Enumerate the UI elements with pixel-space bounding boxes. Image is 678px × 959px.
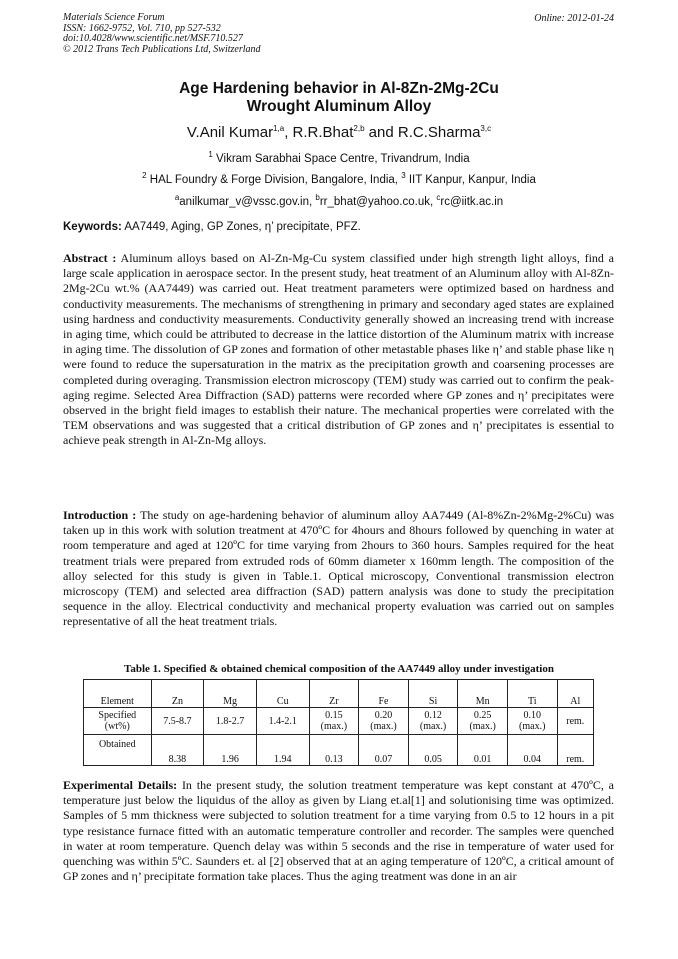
cell-value: 0.25 — [473, 710, 492, 721]
journal-issn: ISSN: 1662-9752, Vol. 710, pp 527-532 — [63, 22, 221, 34]
author-list — [0, 124, 678, 141]
email-link[interactable]: rr_bhat@yahoo.co.uk, — [319, 195, 434, 208]
table-cell: 0.13 — [309, 735, 359, 766]
affiliation-2-3 — [0, 171, 678, 186]
table-cell: 1.96 — [204, 735, 257, 766]
row-label-line: (wt%) — [104, 721, 130, 732]
cell-note: (max.) — [469, 721, 496, 732]
abstract-label: Abstract : — [63, 251, 117, 265]
cell-value: 0.12 — [424, 710, 442, 721]
cell-value: 1.4-2.1 — [268, 715, 297, 727]
aff-text: IIT Kanpur, Kanpur, India — [408, 173, 536, 186]
author-1: V.Anil Kumar — [186, 124, 274, 141]
experimental-text: In the present study, the solution treatment temperature was kept constant at 470ºC, a temperature just below the liquidus of the alloy as given by Liang et.al[1] and solutionising time was optimized. Samples of 5 mm thickness were subjected to solution treatment for a time varying from 0.5 to 12 hours in a pit type resistance furnace fitted with an automatic temperature controller and recorder. The samples were quenched in water at room temperature. Quench delay was within 5 seconds and the rise in temperature of water used for quenching was within 5ºC. Saunders et. al [2] observed that at an aging temperature of 120ºC, a critical amount of GP zones and η’ precipitate formation take places. Thus the aging treatment was done in an air — [63, 778, 614, 884]
table-cell — [309, 708, 359, 735]
table-header-cell: Mg — [204, 680, 257, 708]
table-header-cell: Element — [84, 680, 152, 708]
table-cell — [359, 708, 409, 735]
introduction-text: The study on age-hardening behavior of aluminum alloy AA7449 (Al-8%Zn-2%Mg-2%Cu) was taken up in this work with solution treatment at 470ºC for 4hours and 8hours followed by quenching in water at room temperature and aged at 120ºC for time varying from 2hours to 360 hours. Samples required for the heat treatment trials were prepared from extruded rods of 60mm diameter x 160mm length. The composition of the alloy selected for this study is given in Table.1. Optical microscopy, Conventional transmission electron microscopy (TEM) and selected area diffraction (SAD) pattern analysis was done to study the precipitation sequence in the alloy. Electrical conductivity and mechanical property evaluation was carried out on samples representative of all the heat treatment trials. — [63, 508, 614, 629]
table-cell — [151, 708, 204, 735]
table-header-cell: Cu — [256, 680, 309, 708]
author-separator: and — [364, 124, 398, 141]
aff-sup: 2 — [142, 171, 147, 180]
introduction-label: Introduction : — [63, 508, 137, 522]
aff-text: Vikram Sarabhai Space Centre, Trivandrum, India — [216, 152, 470, 165]
affiliation-1 — [0, 150, 678, 165]
table-header-cell: Fe — [359, 680, 409, 708]
journal-name: Materials Science Forum — [63, 12, 165, 23]
table-header-cell: Al — [557, 680, 593, 708]
online-date: Online: 2012-01-24 — [534, 13, 614, 24]
table-header-cell: Zr — [309, 680, 359, 708]
table-header-cell: Zn — [151, 680, 204, 708]
author-2-sup: 2,b — [353, 124, 365, 133]
table-cell: 8.38 — [151, 735, 204, 766]
journal-doi: doi:10.4028/www.scientific.net/MSF.710.527 — [63, 33, 243, 45]
cell-value: rem. — [566, 715, 585, 727]
cell-value: 1.8-2.7 — [215, 715, 245, 727]
title-line-2: Wrought Aluminum Alloy — [246, 98, 432, 115]
table-row-specified — [84, 708, 594, 735]
email-link[interactable]: rc@iitk.ac.in — [440, 195, 504, 208]
experimental-paragraph — [63, 778, 614, 884]
cell-value: 0.10 — [523, 710, 541, 721]
email-list — [0, 193, 678, 208]
table-cell: 1.94 — [256, 735, 309, 766]
journal-copyright: © 2012 Trans Tech Publications Ltd, Switzerland — [63, 43, 261, 55]
table-cell — [557, 708, 593, 735]
table-cell: 0.07 — [359, 735, 409, 766]
journal-header — [63, 13, 261, 55]
experimental-label: Experimental Details: — [63, 778, 178, 792]
email-link[interactable]: anilkumar_v@vssc.gov.in, — [179, 195, 313, 208]
table-cell — [256, 708, 309, 735]
author-1-sup: 1,a — [273, 124, 285, 133]
cell-note: (max.) — [370, 721, 397, 732]
cell-note: (max.) — [519, 721, 546, 732]
table-cell: rem. — [557, 735, 593, 766]
author-3-sup: 3,c — [480, 124, 492, 133]
keywords-text: AA7449, Aging, GP Zones, η’ precipitate, PFZ. — [124, 221, 361, 233]
table-cell — [204, 708, 257, 735]
table-header-row — [84, 680, 594, 708]
introduction-paragraph — [63, 508, 614, 630]
aff-sup: 1 — [208, 150, 213, 159]
cell-value: 7.5-8.7 — [163, 715, 192, 727]
cell-note: (max.) — [419, 721, 447, 732]
keywords — [63, 221, 361, 233]
table-header-cell: Ti — [507, 680, 557, 708]
keywords-label: Keywords: — [63, 221, 122, 233]
cell-note: (max.) — [320, 721, 348, 732]
email-sup: b — [315, 193, 320, 202]
abstract-paragraph — [63, 251, 614, 449]
table-row-label: Obtained — [84, 735, 152, 766]
cell-value: 0.20 — [374, 710, 393, 721]
table-row-label — [84, 708, 152, 735]
table-cell: 0.05 — [408, 735, 458, 766]
aff-sup: 3 — [401, 171, 406, 180]
author-3: R.C.Sharma — [397, 124, 481, 141]
cell-value: 0.15 — [325, 710, 343, 721]
table-cell — [408, 708, 458, 735]
composition-table — [83, 679, 594, 766]
email-sup: a — [174, 193, 180, 202]
abstract-text: Aluminum alloys based on Al-Zn-Mg-Cu system classified under high strength light alloys, find a large scale application in aerospace sector. In the present study, heat treatment of an Aluminum alloy with Al-8Zn-2Mg-2Cu wt.% (AA7449) was carried out. Heat treatment parameters were optimized based on hardness and conductivity measurements. The mechanisms of strengthening in primary and secondary aged states are explained using hardness and conductivity measurements. Conductivity generally showed an increasing trend with increase in aging time, which could be attributed to decrease in the lattice distortion of the Aluminum matrix with increase in aging time. The dissolution of GP zones and formation of other metastable phases like η’ and stable phase like η were found to reduce the supersaturation in the matrix as the precipitation growth and coarsening processes are completed during overaging. Transmission electron microscopy (TEM) study was carried out to confirm the peak-aging regime. Selected Area Diffraction (SAD) patterns were recorded where GP zones and η’ precipitates were observed in the bright field images to establish their nature. The mechanical properties were correlated with the TEM observations and was suggested that a critical distribution of GP zones and η’ precipitates is essential to achieve peak strength in Al-Zn-Mg alloys. — [63, 251, 615, 448]
table-cell: 0.01 — [458, 735, 508, 766]
table-cell — [458, 708, 508, 735]
table-cell — [507, 708, 557, 735]
title-line-1: Age Hardening behavior in Al-8Zn-2Mg-2Cu — [179, 80, 499, 97]
aff-text: HAL Foundry & Forge Division, Bangalore, India, — [149, 173, 398, 186]
email-sup: c — [436, 193, 441, 202]
author-separator: , — [284, 124, 293, 141]
table-header-cell: Mn — [458, 680, 508, 708]
table-cell: 0.04 — [507, 735, 557, 766]
table-caption: Table 1. Specified & obtained chemical composition of the AA7449 alloy under investigation — [124, 663, 554, 675]
table-row-obtained — [84, 735, 594, 766]
author-2: R.R.Bhat — [292, 124, 354, 141]
paper-title — [0, 80, 678, 116]
table-header-cell: Si — [408, 680, 458, 708]
row-label-line: Specified — [98, 710, 137, 721]
